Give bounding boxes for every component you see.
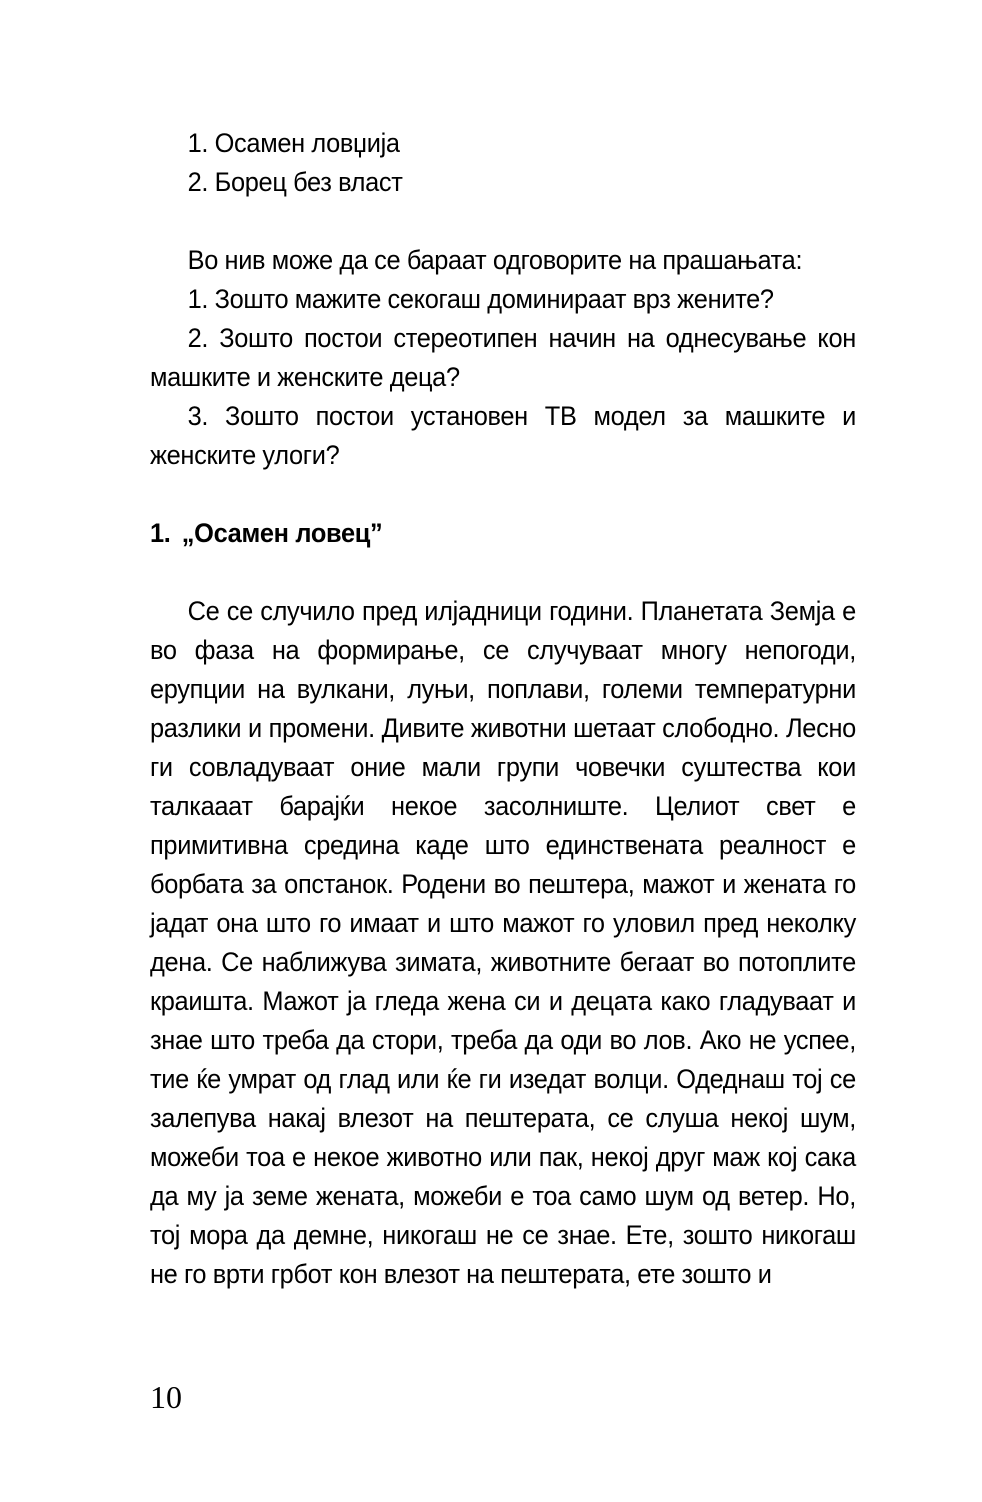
question-item: 1. Зошто мажите секогаш доминираат врз жените? — [187, 284, 774, 314]
section-heading-number: 1. — [150, 518, 171, 548]
list-item: 1. Осамен ловџија — [187, 128, 400, 158]
page-number: 10 — [150, 1379, 182, 1415]
paragraph-spacer — [150, 202, 856, 241]
question-item: 3. Зошто постои установен ТВ модел за машките и женските улоги? — [150, 401, 856, 470]
body-paragraph: Се се случило пред илјадници години. Планетата Земја е во фаза на формирање, се случуваат многу непогоди, ерупции на вулкани, луњи, поплави, големи температурни разлики и промени. Дивите животни шетаат слободно. Лесно ги совладуваат оние мали групи човечки суштества кои талкааат барајќи некое засолниште. Целиот свет е примитивна средина каде што единствената реалност е борбата за опстанок. Родени во пештера, мажот и жената го јадат она што го имаат и што мажот го уловил пред неколку дена. Се наближува зимата, животните бегаат во потоплите краишта. Мажот ја гледа жена си и децата како гладуваат и знае што треба да стори, треба да оди во лов. Ако не успее, тие ќе умрат од глад или ќе ги изедат волци. Одеднаш тој се залепува накај влезот на пештерата, се слуша некој шум, можеби тоа е некое животно или пак, некој друг маж кој сака да му ја земе жената, можеби е тоа само шум од ветер. Но, тој мора да демне, никогаш не се знае. Ете, зошто никогаш не го врти грбот кон влезот на пештерата, ете зошто и — [150, 596, 856, 1289]
lead-paragraph: Во нив може да се бараат одговорите на прашањата: — [187, 245, 803, 275]
list-item: 2. Борец без власт — [187, 167, 403, 197]
body-spacer — [150, 553, 856, 592]
section-heading-title: „Осамен ловец” — [181, 518, 383, 548]
heading-spacer — [150, 475, 856, 514]
page-content — [150, 124, 856, 1294]
section-heading — [150, 514, 856, 553]
question-item: 2. Зошто постои стереотипен начин на однесување кон машките и женските деца? — [150, 323, 856, 392]
